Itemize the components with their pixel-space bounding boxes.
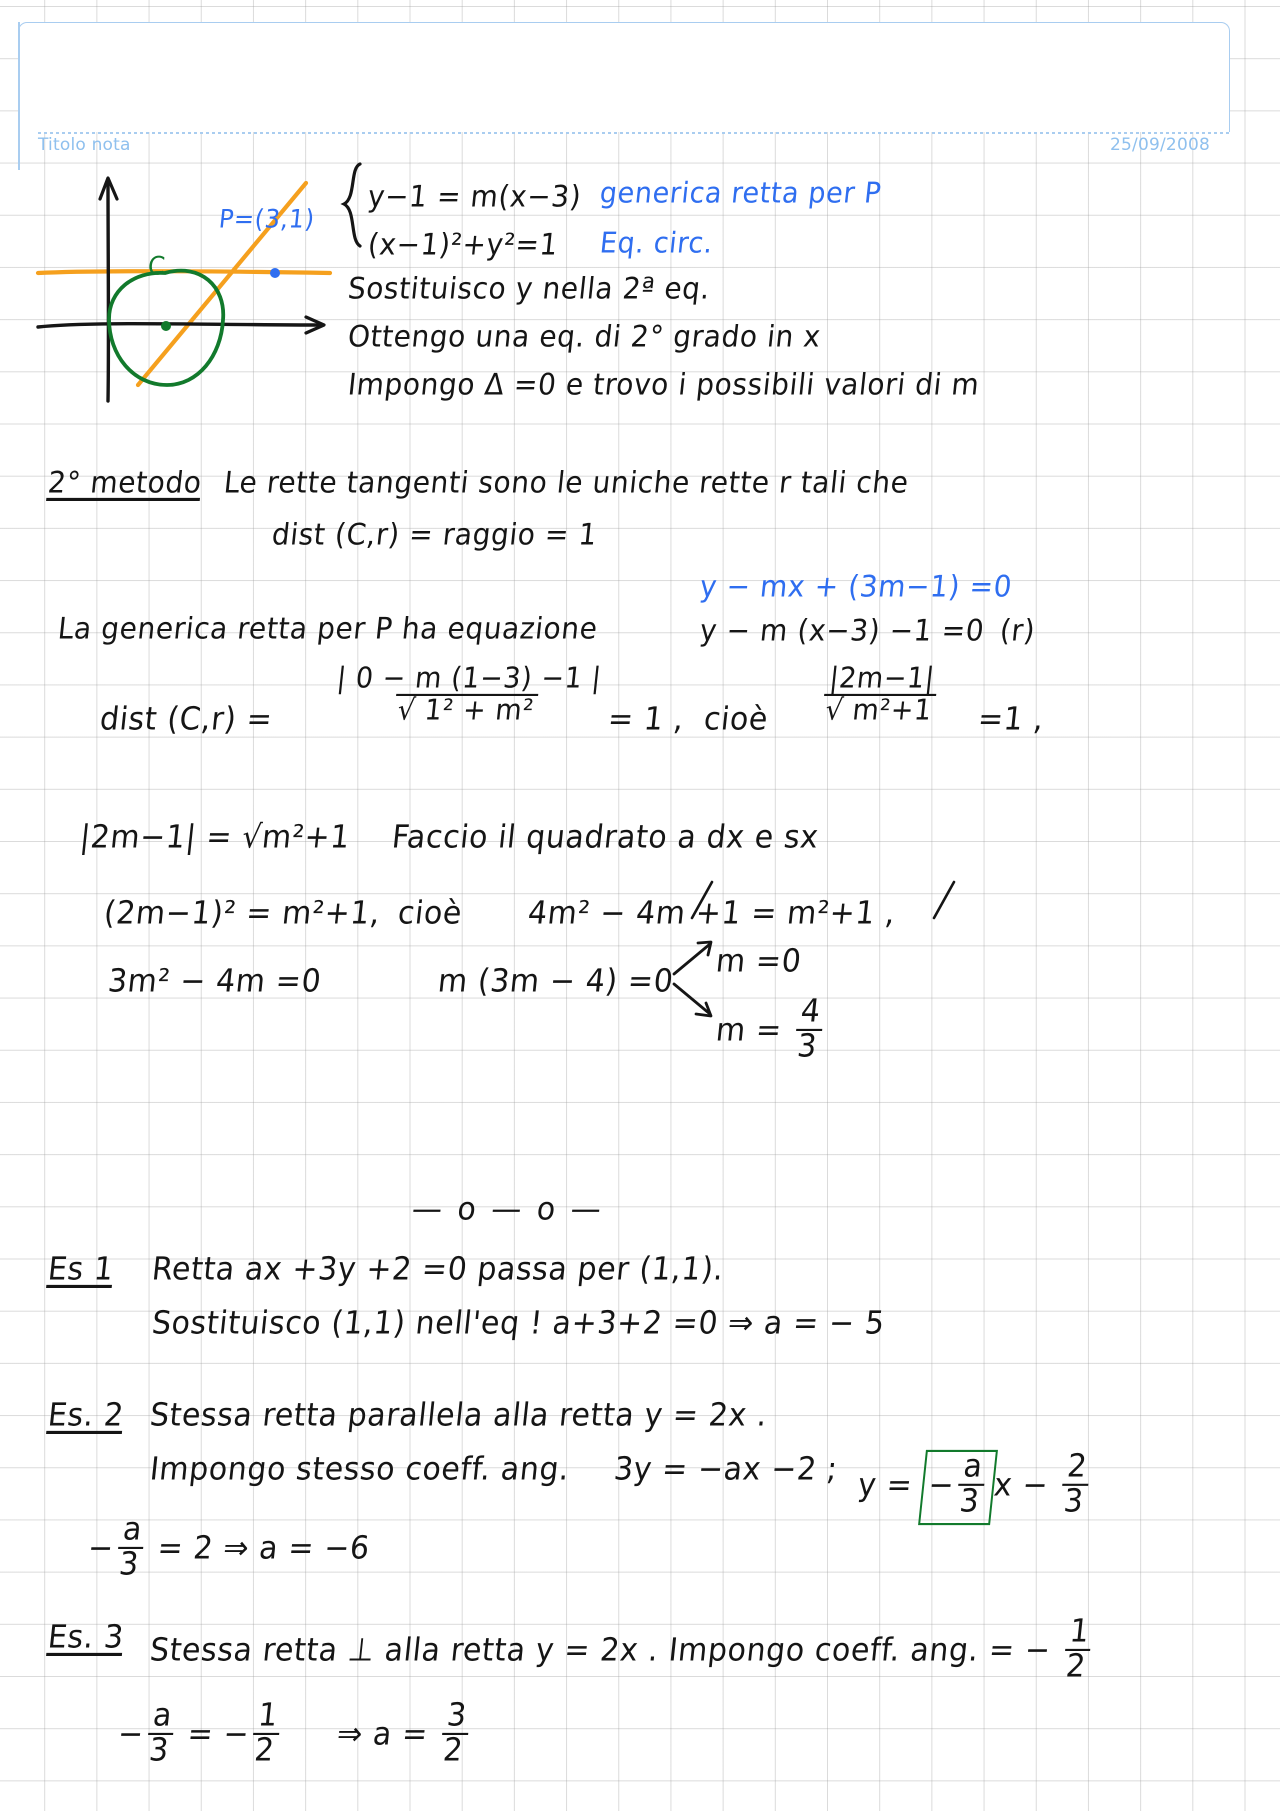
es3-eq-numerator: a: [151, 1696, 175, 1734]
es3-result-denominator: 2: [439, 1732, 468, 1767]
dist-denominator-1: √ 1² + m²: [393, 693, 538, 724]
es1-line-2: Sostituisco (1,1) nell'eq ! a+3+2 =0 ⇒ a = − 5: [150, 1304, 887, 1343]
method2-blue-note: y − mx + (3m−1) =0: [698, 569, 1014, 604]
step-second-degree: Ottengo una eq. di 2° grado in x: [346, 319, 823, 354]
method2-generic-tag: (r): [998, 613, 1038, 648]
dist-fraction-1: [325, 662, 610, 727]
es2-line-1: Stessa retta parallela alla retta y = 2x .: [148, 1396, 770, 1435]
solution-denominator: 3: [793, 1028, 822, 1063]
es3-result-numerator: 3: [445, 1696, 469, 1734]
es2-slope-denominator: 3: [955, 1483, 984, 1518]
es3-equals-minus: = −: [185, 1715, 252, 1754]
section-separator: — o — o —: [410, 1190, 606, 1229]
squared-expansion-left: (2m−1)² = m²+1,: [102, 894, 383, 933]
system-note-generic-line: generica retta per P: [598, 177, 883, 210]
es2-y-equals: y =: [856, 1466, 915, 1505]
circle-center-dot: [161, 321, 171, 331]
es3-arrow-result: ⇒ a =: [335, 1715, 430, 1754]
abs-equals-sqrt: |2m−1| = √m²+1: [78, 818, 352, 857]
method2-distance-condition: dist (C,r) = raggio = 1: [270, 517, 599, 552]
es3-rhs-denominator: 2: [250, 1732, 279, 1767]
dist-numerator-1: | 0 − m (1−3) −1 |: [335, 662, 604, 695]
quadratic-reduced: 3m² − 4m =0: [106, 962, 324, 1001]
es3-line-2: − $\frac{a}{3}$ = − $\frac{1}{2}$ ⇒ a = $\frac{3}{2}$: [114, 1702, 475, 1769]
es1-label: Es 1: [46, 1250, 116, 1289]
es3-statement: Stessa retta ⊥ alla retta y = 2x . Impongo coeff. ang. = −: [148, 1631, 1053, 1670]
step-substitute: Sostituisco y nella 2ª eq.: [346, 271, 713, 306]
es3-line-1: [146, 1612, 1097, 1685]
solution-m-zero: m =0: [714, 942, 804, 981]
es2-line-3: − $\frac{a}{3}$ = 2 ⇒ a = −6: [86, 1510, 372, 1583]
cancel-strokes: [690, 878, 990, 922]
es3-slope-denominator: 2: [1061, 1648, 1090, 1683]
method2-text: Le rette tangenti sono le uniche rette r tali che: [222, 465, 911, 500]
note-title-card: [18, 22, 1230, 132]
system-note-circle-eq: Eq. circ.: [598, 227, 715, 260]
title-card-left-rule: [18, 22, 20, 170]
es2-const-denominator: 3: [1059, 1483, 1088, 1518]
squared-expansion-cioe: cioè: [396, 894, 464, 933]
method2-label: 2° metodo: [46, 465, 204, 500]
method2-generic-equation: y − m (x−3) −1 =0: [698, 613, 987, 648]
es2-eq-numerator: a: [121, 1510, 145, 1548]
solution-numerator: 4: [799, 992, 823, 1030]
es2-x-minus: x −: [992, 1466, 1051, 1505]
es3-slope-numerator: 1: [1067, 1612, 1092, 1650]
dist-equals-one: = 1 ,: [606, 700, 686, 739]
system-brace: [338, 160, 368, 250]
system-equation-1: y−1 = m(x−3): [366, 179, 584, 214]
dist-lhs: dist (C,r) =: [98, 700, 275, 739]
dist-numerator-2: |2m−1|: [827, 662, 937, 695]
circle-center-label: C: [146, 251, 167, 281]
point-p-dot: [270, 268, 280, 278]
point-p-label: P=(3,1): [217, 204, 317, 234]
es2-const-numerator: 2: [1065, 1447, 1090, 1485]
es1-line-1: Retta ax +3y +2 =0 passa per (1,1).: [150, 1250, 726, 1289]
dotted-divider: [38, 132, 1230, 134]
circle-tangent-lines-sketch: [30, 145, 350, 405]
method2-generic-text: La generica retta per P ha equazione: [56, 611, 600, 646]
es2-solved-for-y: [854, 1447, 1096, 1525]
step-discriminant: Impongo Δ =0 e trovo i possibili valori di m: [346, 367, 982, 402]
es2-line-2b: 3y = −ax −2 ;: [612, 1450, 840, 1489]
es3-label: Es. 3: [46, 1618, 126, 1657]
quadratic-factored: m (3m − 4) =0: [436, 962, 676, 1001]
note-title-placeholder-label[interactable]: Titolo nota: [38, 135, 131, 155]
es2-slope-numerator: a: [961, 1447, 985, 1485]
x-axis: [38, 324, 322, 327]
dist-fraction-2: [817, 662, 944, 727]
note-meta-row: [18, 132, 1230, 166]
system-equation-2: (x−1)²+y²=1: [366, 227, 560, 262]
dist-cioe: cioè: [702, 700, 770, 739]
solution-lead: m =: [714, 1011, 784, 1050]
es2-result: = 2 ⇒ a = −6: [155, 1529, 372, 1568]
es3-rhs-numerator: 1: [256, 1696, 280, 1734]
note-date: 25/09/2008: [1110, 135, 1210, 155]
squaring-explanation: Faccio il quadrato a dx e sx: [390, 818, 821, 857]
dist-denominator-2: √ m²+1: [821, 693, 937, 724]
es3-eq-denominator: 3: [144, 1732, 173, 1767]
squared-expansion-right: 4m² − 4m +1 = m²+1 ,: [526, 894, 898, 933]
es2-label: Es. 2: [46, 1396, 126, 1435]
es2-highlighted-slope-box: − $\frac{a}{3}$: [918, 1450, 997, 1525]
dist-equals-one-2: =1 ,: [976, 700, 1046, 739]
solution-m-four-thirds: [712, 992, 829, 1065]
es2-line-2a: Impongo stesso coeff. ang.: [148, 1450, 572, 1489]
es2-eq-denominator: 3: [114, 1546, 143, 1581]
